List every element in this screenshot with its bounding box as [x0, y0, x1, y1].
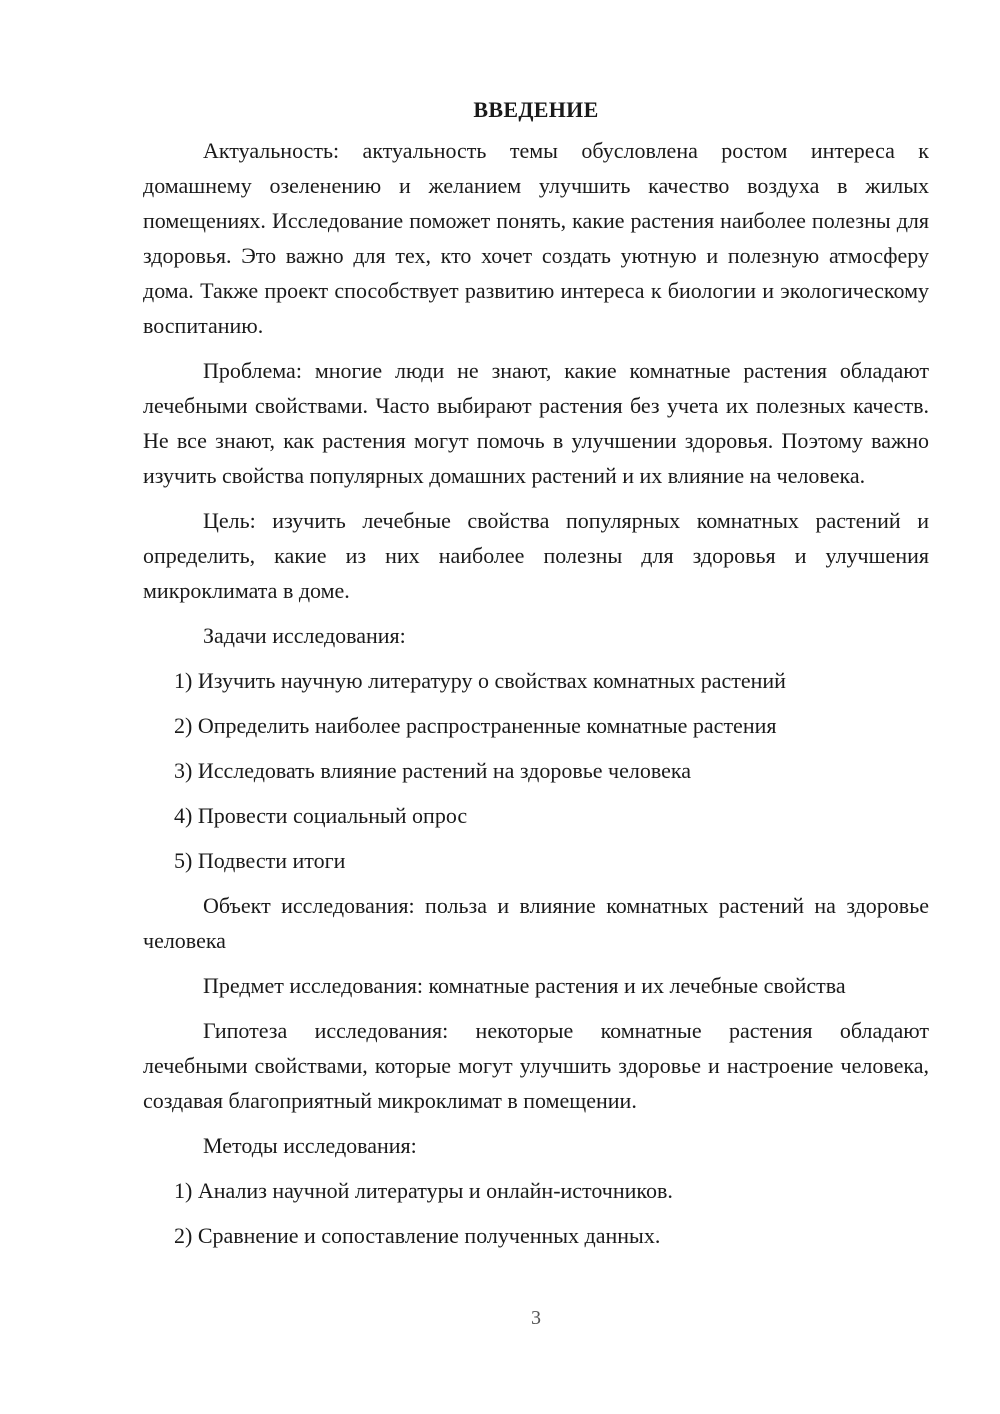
problem-paragraph: Проблема: многие люди не знают, какие комнатные растения обладают лечебными свойствами. Часто выбирают растения без учета их полезных качеств. Не все знают, как растения могут помочь в улучшении здоровья. Поэтому важно изучить свойства популярных домашних растений и их влияние на человека.	[143, 358, 929, 488]
task-item: 4) Провести социальный опрос	[174, 803, 468, 828]
subject-paragraph: Предмет исследования: комнатные растения и их лечебные свойства	[203, 973, 846, 998]
task-item: 3) Исследовать влияние растений на здоровье человека	[174, 758, 691, 783]
task-item: 2) Определить наиболее распространенные комнатные растения	[174, 713, 777, 738]
tasks-label: Задачи исследования:	[203, 623, 406, 648]
document-page	[143, 95, 929, 1263]
methods-label: Методы исследования:	[203, 1133, 417, 1158]
task-item: 5) Подвести итоги	[174, 848, 346, 873]
object-paragraph: Объект исследования: польза и влияние комнатных растений на здоровье человека	[143, 893, 929, 953]
hypothesis-paragraph: Гипотеза исследования: некоторые комнатные растения обладают лечебными свойствами, которые могут улучшить здоровье и настроение человека, создавая благоприятный микроклимат в помещении.	[143, 1018, 929, 1113]
method-item: 2) Сравнение и сопоставление полученных данных.	[174, 1223, 661, 1248]
method-item: 1) Анализ научной литературы и онлайн-источников.	[174, 1178, 673, 1203]
goal-paragraph: Цель: изучить лечебные свойства популярных комнатных растений и определить, какие из них наиболее полезны для здоровья и улучшения микроклимата в доме.	[143, 508, 929, 603]
page-number: 3	[531, 1307, 541, 1329]
task-item: 1) Изучить научную литературу о свойствах комнатных растений	[174, 668, 786, 693]
relevance-paragraph: Актуальность: актуальность темы обусловлена ростом интереса к домашнему озеленению и желанием улучшить качество воздуха в жилых помещениях. Исследование поможет понять, какие растения наиболее полезны для здоровья. Это важно для тех, кто хочет создать уютную и полезную атмосферу дома. Также проект способствует развитию интереса к биологии и экологическому воспитанию.	[143, 138, 929, 338]
section-title: ВВЕДЕНИЕ	[473, 97, 599, 122]
